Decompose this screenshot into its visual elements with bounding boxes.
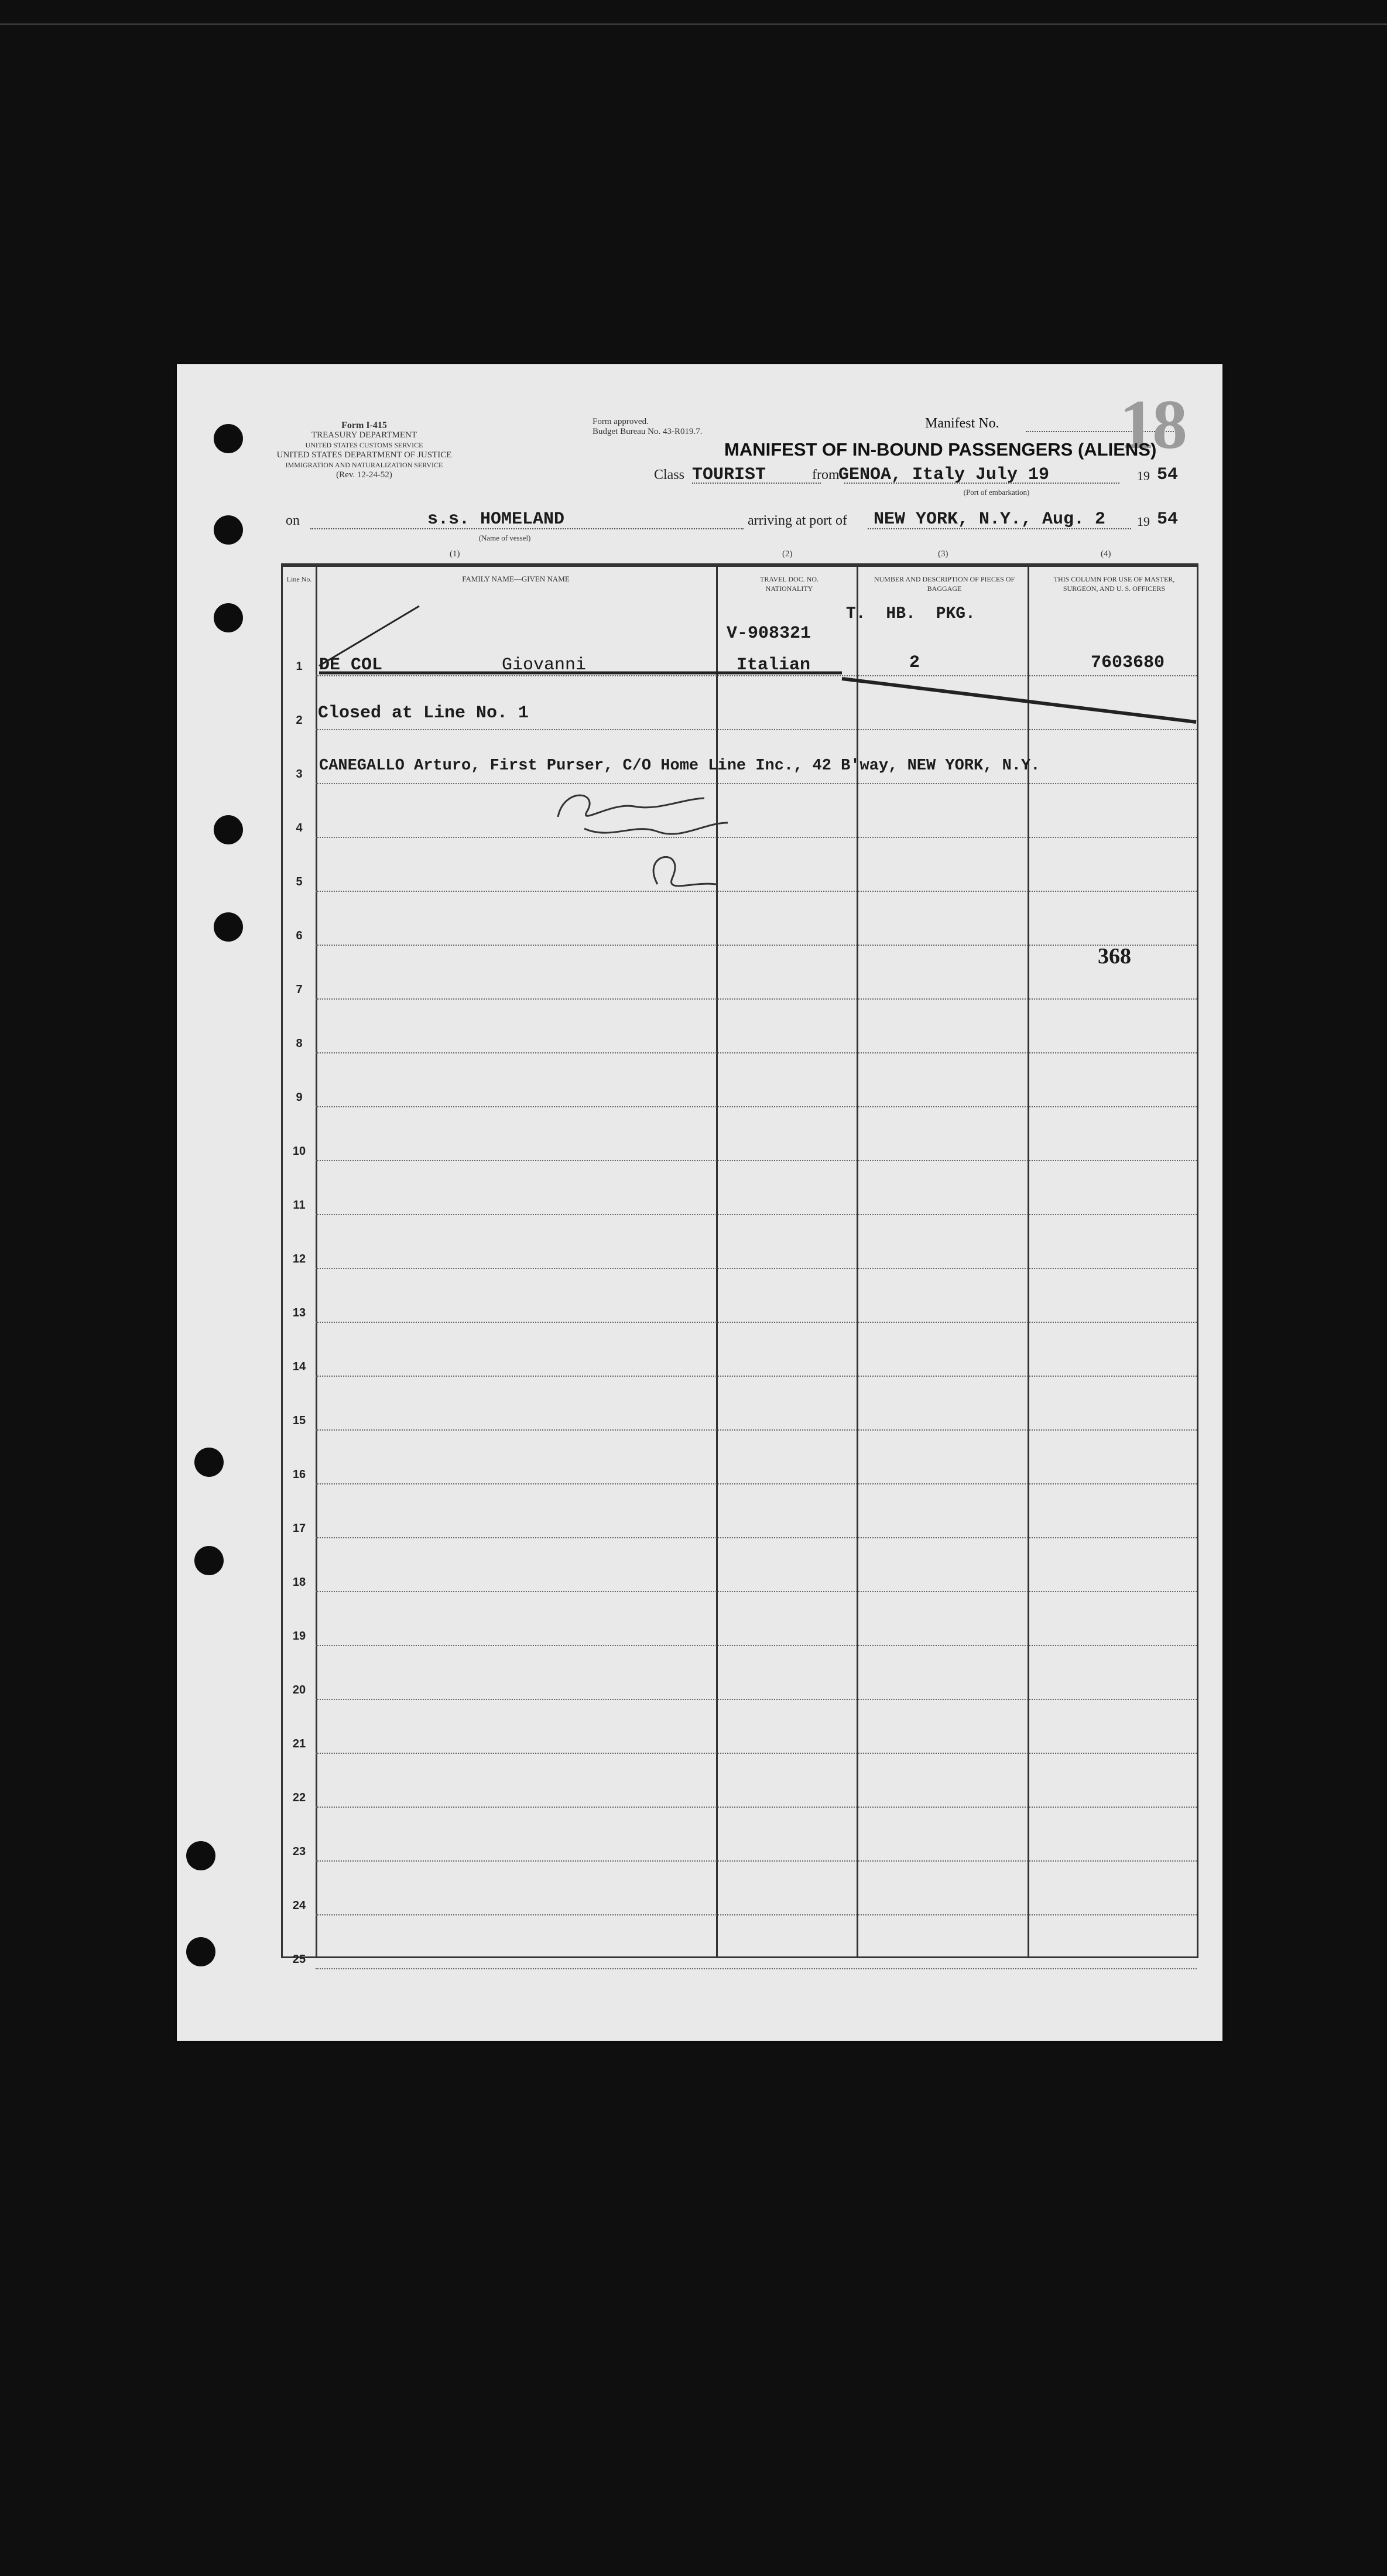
row-rule [316, 1214, 1197, 1215]
row-number: 7 [296, 983, 303, 996]
row-rule [316, 1914, 1197, 1915]
on-label: on [286, 513, 300, 528]
row-rule [316, 1376, 1197, 1377]
row-rule [316, 1268, 1197, 1269]
row-rule [316, 1483, 1197, 1484]
punch-hole [214, 815, 243, 844]
row-rule [316, 837, 1197, 838]
row-rule [316, 1537, 1197, 1538]
row-rule [316, 998, 1197, 1000]
signature-stroke [584, 823, 728, 834]
ins-service: IMMIGRATION AND NATURALIZATION SERVICE [285, 461, 443, 469]
row-number: 16 [292, 1468, 306, 1481]
form-revision: (Rev. 12-24-52) [336, 470, 392, 480]
row-rule [316, 1699, 1197, 1700]
row-number: 13 [292, 1306, 306, 1319]
name-header: FAMILY NAME—GIVEN NAME [462, 574, 570, 583]
row-rule [316, 1052, 1197, 1053]
row-rule [316, 675, 1197, 676]
row-rule [316, 1807, 1197, 1808]
nationality-value: Italian [737, 655, 811, 675]
annotation-overlay [283, 565, 1200, 975]
row-rule [316, 729, 1197, 730]
row-number: 9 [296, 1091, 303, 1104]
class-value: TOURIST [692, 465, 766, 485]
travel-doc-value: V-908321 [727, 624, 811, 644]
family-name-value: DE COL [319, 655, 383, 675]
row-number: 18 [292, 1576, 306, 1589]
budget-bureau: Budget Bureau No. 43-R019.7. [593, 427, 703, 436]
signature-stroke [558, 795, 704, 817]
row-number: 4 [296, 822, 303, 834]
customs-service: UNITED STATES CUSTOMS SERVICE [305, 441, 423, 449]
justice-dept: UNITED STATES DEPARTMENT OF JUSTICE [276, 450, 452, 460]
row-rule [316, 1968, 1197, 1969]
row-number: 25 [292, 1953, 306, 1966]
manifest-no-label: Manifest No. [925, 416, 999, 431]
form-approval [593, 417, 780, 437]
row-number: 22 [292, 1791, 306, 1804]
row-number: 3 [296, 768, 303, 781]
baggage-header: NUMBER AND DESCRIPTION OF PIECES OF BAGGAGE [874, 575, 1015, 593]
row-rule [316, 1160, 1197, 1161]
officers-header: THIS COLUMN FOR USE OF MASTER, SURGEON, AND U. S. OFFICERS [1053, 575, 1175, 593]
row-number: 2 [296, 714, 303, 727]
given-name-value: Giovanni [502, 655, 587, 675]
officer-value: 7603680 [1091, 653, 1165, 673]
year-prefix: 19 [1137, 468, 1150, 483]
punch-hole [194, 1448, 224, 1477]
baggage-typed-header: T. HB. PKG. [846, 605, 975, 623]
signature-stroke [653, 857, 716, 885]
vessel-note: (Name of vessel) [478, 533, 531, 542]
row-number: 11 [293, 1199, 306, 1212]
form-approved: Form approved. [593, 417, 649, 426]
col-number-4: (4) [1101, 549, 1111, 559]
year-value: 54 [1157, 465, 1179, 485]
row-rule [316, 783, 1197, 784]
row-number: 17 [292, 1522, 306, 1535]
purser-line: CANEGALLO Arturo, First Purser, C/O Home Line Inc., 42 B'way, NEW YORK, N.Y. [319, 757, 1040, 775]
baggage-value: 2 [909, 653, 920, 673]
punch-hole [214, 912, 243, 942]
row-number: 12 [292, 1253, 306, 1265]
form-header-left [276, 420, 452, 480]
punch-hole [186, 1937, 215, 1966]
row-number: 14 [292, 1360, 306, 1373]
row-rule [316, 1106, 1197, 1107]
punch-hole [186, 1841, 215, 1870]
row-rule [316, 1591, 1197, 1592]
row-rule [316, 1753, 1197, 1754]
closing-strike [842, 679, 1196, 722]
passenger-table [281, 563, 1198, 1966]
row-number: 15 [292, 1414, 306, 1427]
annotation-368: 368 [1098, 944, 1131, 969]
port-embarkation-note: (Port of embarkation) [963, 488, 1030, 497]
row-rule [316, 1860, 1197, 1862]
from-label: from [812, 467, 840, 483]
row-rule [316, 945, 1197, 946]
diagonal-strike [319, 606, 419, 666]
manifest-page [177, 364, 1222, 2041]
class-label: Class [654, 467, 685, 483]
punch-hole [214, 424, 243, 453]
row-number: 23 [292, 1845, 306, 1858]
col-number-1: (1) [450, 549, 460, 559]
row-number: 1 [296, 660, 303, 673]
col-number-3: (3) [938, 549, 948, 559]
col-number-2: (2) [782, 549, 793, 559]
punch-hole [214, 603, 243, 632]
row-number: 21 [292, 1737, 306, 1750]
treasury-dept: TREASURY DEPARTMENT [311, 430, 417, 440]
punch-hole [194, 1546, 224, 1575]
film-edge-line [0, 23, 1387, 25]
row-rule [316, 891, 1197, 892]
row-number: 8 [296, 1037, 303, 1050]
page-number: 18 [1119, 385, 1185, 463]
line-no-header: Line No. [286, 575, 312, 583]
arriving-label: arriving at port of [748, 513, 847, 528]
manifest-title: MANIFEST OF IN-BOUND PASSENGERS (ALIENS) [724, 439, 1157, 460]
row-rule [316, 1322, 1197, 1323]
row-rule [316, 1645, 1197, 1646]
arrival-value: NEW YORK, N.Y., Aug. 2 [874, 509, 1106, 529]
from-value: GENOA, Italy July 19 [838, 465, 1050, 485]
row-number: 20 [292, 1684, 306, 1696]
row-number: 24 [292, 1899, 306, 1912]
row-number: 6 [296, 929, 303, 942]
row-rule [316, 1429, 1197, 1431]
form-number: Form I-415 [341, 420, 387, 430]
row-number: 19 [292, 1630, 306, 1643]
closed-at-line-note: Closed at Line No. 1 [318, 703, 529, 723]
travel-doc-header: TRAVEL DOC. NO. NATIONALITY [759, 575, 818, 593]
row-number: 10 [292, 1145, 306, 1158]
vessel-value: s.s. HOMELAND [427, 509, 565, 529]
arrival-year-prefix: 19 [1137, 514, 1150, 529]
row-number: 5 [296, 875, 303, 888]
arrival-year-value: 54 [1157, 509, 1179, 529]
punch-hole [214, 515, 243, 545]
